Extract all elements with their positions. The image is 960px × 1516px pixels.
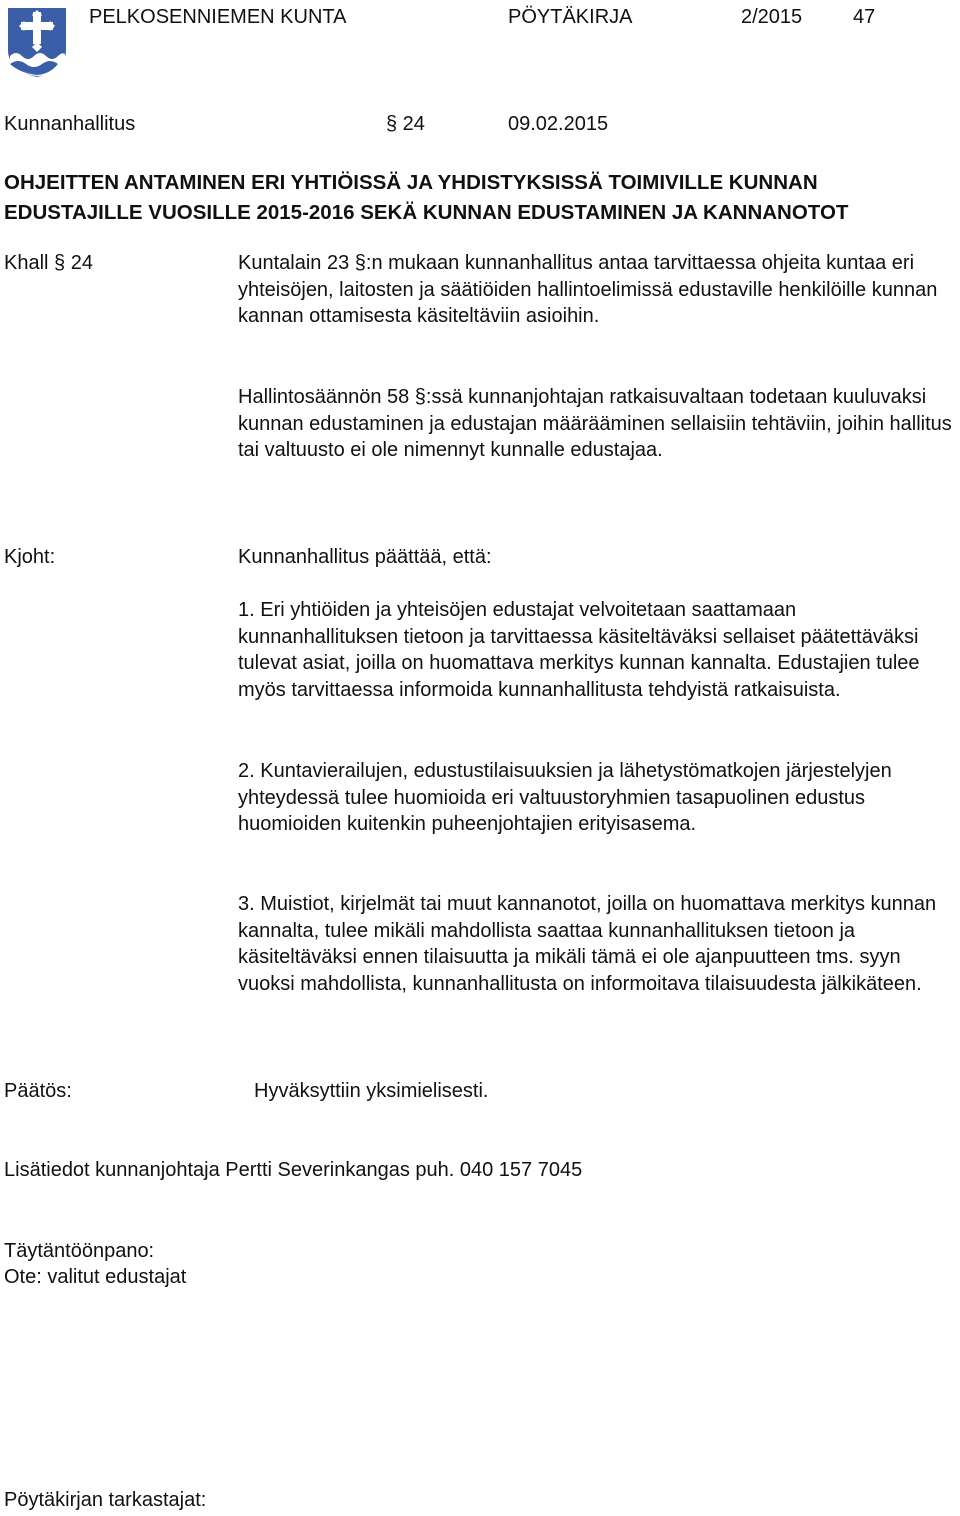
proposal-item-1: 1. Eri yhtiöiden ja yhteisöjen edustajat velvoitetaan saattamaan kunnanhallituksen tietoon ja tarvittaessa käsiteltäväksi sellaiset päätettäväksi tulevat asiat, joilla on huomattava merkitys kunnan kannalta. Edustajien tulee myös tarvittaessa informoida kunnanhallitusta tehdyistä ratkaisuista. xyxy=(238,599,920,701)
document-type: PÖYTÄKIRJA xyxy=(508,6,633,28)
execution-label: Täytäntöönpano: xyxy=(4,1240,155,1262)
excerpt-recipients: Ote: valitut edustajat xyxy=(4,1266,187,1288)
kjoht-label: Kjoht: xyxy=(4,546,56,568)
khall-label: Khall § 24 xyxy=(4,252,93,274)
title-line-1: OHJEITTEN ANTAMINEN ERI YHTIÖISSÄ JA YHDISTYKSISSÄ TOIMIVILLE KUNNAN xyxy=(4,171,818,194)
page-title xyxy=(4,168,848,228)
reviewers-label: Pöytäkirjan tarkastajat: xyxy=(4,1489,207,1511)
kjoht-intro: Kunnanhallitus päättää, että: xyxy=(238,546,492,568)
proposal-item-3: 3. Muistiot, kirjelmät tai muut kannanotot, joilla on huomattava merkitys kunnan kannalta, tulee mikäli mahdollista saattaa kunnanhallituksen tietoon ja käsiteltäväksi ennen tilaisuutta ja mikäli tämä ei ole ajanpuutteen tms. syyn vuoksi mahdollista, kunnanhallitusta on informoitava tilaisuudesta jälkikäteen. xyxy=(238,893,937,995)
khall-paragraph-2: Hallintosäännön 58 §:ssä kunnanjohtajan ratkaisuvaltaan todetaan kuuluvaksi kunnan edustaminen ja edustajan määrääminen sellaisiin tehtäviin, joihin hallitus tai valtuusto ei ole nimennyt kunnalle edustajaa. xyxy=(238,386,952,462)
khall-paragraph-1: Kuntalain 23 §:n mukaan kunnanhallitus antaa tarvittaessa ohjeita kuntaa eri yhteisöjen, laitosten ja säätiöiden hallintoelimissä edustaville henkilöille kunnan kannan ottamisesta käsiteltäviin asioihin. xyxy=(238,252,938,328)
municipality-name: PELKOSENNIEMEN KUNTA xyxy=(89,6,347,28)
title-line-2: EDUSTAJILLE VUOSILLE 2015-2016 SEKÄ KUNNAN EDUSTAMINEN JA KANNANOTOT xyxy=(4,201,849,224)
meeting-date: 09.02.2015 xyxy=(508,113,609,135)
body-name: Kunnanhallitus xyxy=(4,113,136,135)
municipal-crest-icon xyxy=(6,6,68,78)
decision-label: Päätös: xyxy=(4,1080,72,1102)
contact-info: Lisätiedot kunnanjohtaja Pertti Severinkangas puh. 040 157 7045 xyxy=(4,1159,583,1181)
proposal-item-2: 2. Kuntavierailujen, edustustilaisuuksien ja lähetystömatkojen järjestelyjen yhteydessä tulee huomioida eri valtuustoryhmien tasapuolinen edustus huomioiden kuitenkin puheenjohtajien erityisasema. xyxy=(238,760,892,836)
page-number: 47 xyxy=(853,6,876,28)
issue-number: 2/2015 xyxy=(741,6,803,28)
section-number: § 24 xyxy=(386,113,425,135)
decision-text: Hyväksyttiin yksimielisesti. xyxy=(254,1080,489,1102)
